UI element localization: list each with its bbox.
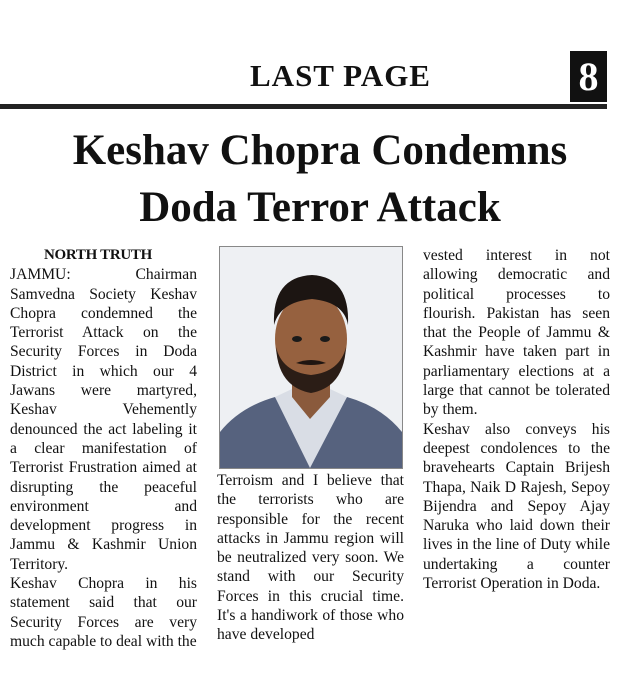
article-column-2	[217, 471, 404, 645]
header-rule	[0, 104, 607, 109]
paragraph: Terroism and I believe that the terrorists who are responsible for the recent attacks in Jammu region will be neutralized very soon. We stand with our Security Forces in this crucial time. It's a handiwork of those who have developed	[217, 472, 404, 644]
section-label: LAST PAGE	[250, 58, 431, 93]
portrait-photo	[219, 246, 403, 469]
portrait-photo-icon	[220, 247, 402, 468]
page-number: 8	[570, 51, 607, 102]
article-column-1	[10, 246, 197, 651]
article-column-3	[423, 246, 610, 593]
paragraph: JAMMU: Chairman Samvedna Society Keshav Chopra condemned the Terrorist Attack on the Security Forces in Doda District in which our 4 Jawans were martyred, Keshav Vehemently denounced the act labeling it a clear manifestation of Terrorist Frustration aimed at disrupting the peaceful environment and development progress in Jammu & Kashmir Union Territory.	[10, 266, 197, 573]
paragraph: Keshav also conveys his deepest condolences to the bravehearts Captain Brijesh Thapa, Naik D Rajesh, Sepoy Bijendra and Sepoy Ajay Naruka who laid down their lives in the line of Duty while undertaking a counter Terrorist Operation in Doda.	[423, 420, 610, 593]
byline: NORTH TRUTH	[44, 247, 152, 263]
headline-line-2: Doda Terror Attack	[139, 184, 501, 231]
paragraph: Keshav Chopra in his statement said that our Security Forces are very much capable to deal with the	[10, 575, 197, 650]
headline-line-1: Keshav Chopra Condemns	[72, 127, 568, 174]
paragraph: vested interest in not allowing democratic and political processes to flourish. Pakistan has seen that the People of Jammu & Kashmir have taken part in parliamentary elections at a large that cannot be tolerated by them.	[423, 247, 610, 419]
